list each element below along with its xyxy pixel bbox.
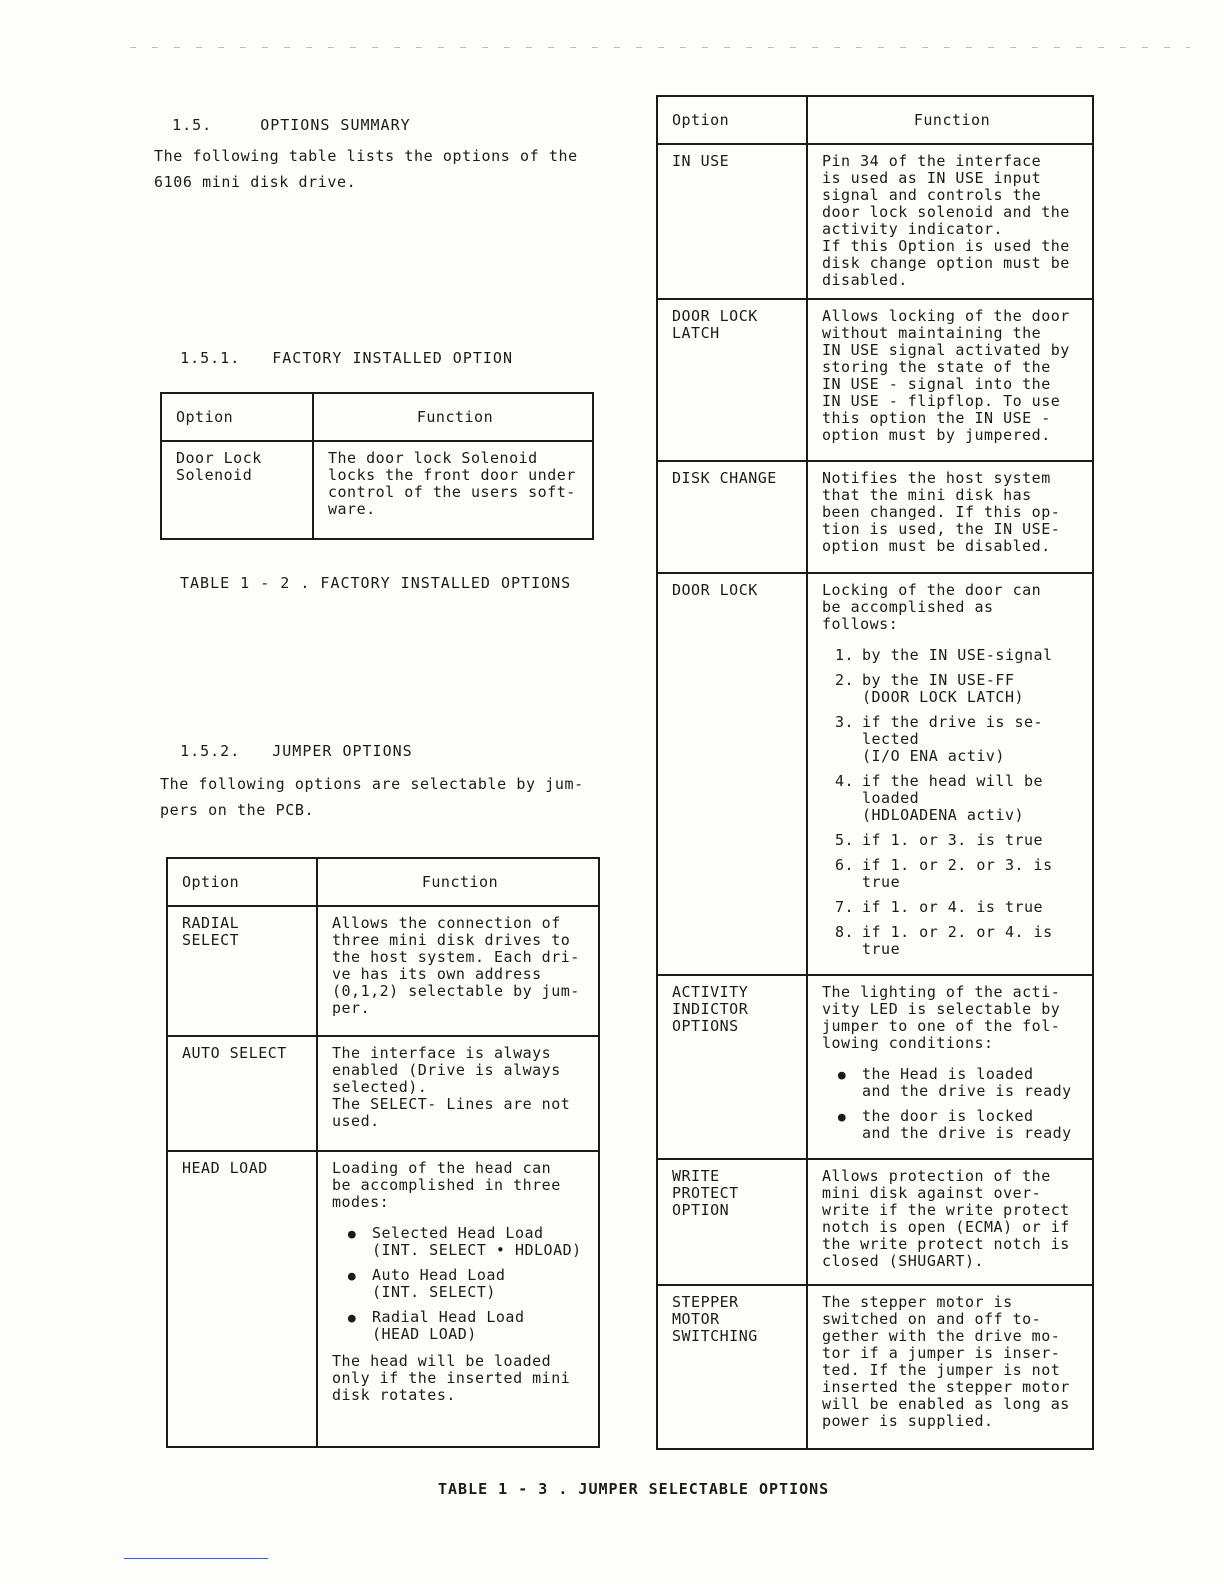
- table-row: [657, 975, 1093, 1159]
- factory-number: 1.5.1.: [180, 349, 241, 367]
- function-note: The head will be loaded only if the inserted mini disk rotates.: [332, 1352, 571, 1404]
- bullet-list: [332, 1225, 588, 1343]
- table-row: [167, 906, 599, 1036]
- jumper-options-table-left: [166, 857, 600, 1448]
- section-number: 1.5.: [172, 116, 213, 134]
- function-cell: The interface is always enabled (Drive is always selected). The SELECT- Lines are not used.: [317, 1036, 599, 1151]
- list-item: 1. by the IN USE-signal: [834, 646, 1053, 664]
- bullet-icon: ●: [347, 1227, 357, 1242]
- header-option: Option: [161, 393, 313, 441]
- jumper-options-table-right: [656, 95, 1094, 1450]
- list-item: 2. by the IN USE-FF (DOOR LOCK LATCH): [834, 671, 1025, 706]
- factory-options-table: [160, 392, 594, 540]
- option-cell: ACTIVITY INDICTOR OPTIONS: [657, 975, 807, 1159]
- bullet-icon: ●: [347, 1269, 357, 1284]
- function-cell: Allows protection of the mini disk against over- write if the write protect notch is open (ECMA) or if the write protect notch is closed (SHUGART).: [807, 1159, 1093, 1285]
- option-cell: RADIAL SELECT: [167, 906, 317, 1036]
- list-item: ● Selected Head Load (INT. SELECT • HDLOAD): [332, 1225, 588, 1259]
- jumper-title: JUMPER OPTIONS: [272, 742, 413, 760]
- scan-artifact-top: [130, 47, 1190, 48]
- function-cell: Allows locking of the door without maintaining the IN USE signal activated by storing the state of the IN USE - signal into the IN USE - flipflop. To use this option the IN USE - option must by jumpered.: [807, 299, 1093, 461]
- bullet-icon: ●: [837, 1068, 847, 1083]
- list-item: ● the door is locked and the drive is ready: [822, 1108, 1082, 1142]
- function-cell: The stepper motor is switched on and off to- gether with the drive mo- tor if a jumper is inser- ted. If the jumper is not inserted the stepper motor will be enabled as long as power is supplied.: [807, 1285, 1093, 1449]
- function-cell: [317, 1151, 599, 1447]
- bullet-icon: ●: [837, 1110, 847, 1125]
- section-title: OPTIONS SUMMARY: [260, 116, 411, 134]
- jumper-table-caption: TABLE 1 - 3 . JUMPER SELECTABLE OPTIONS: [438, 1480, 830, 1498]
- option-cell: IN USE: [657, 144, 807, 299]
- list-item: 7. if 1. or 4. is true: [834, 898, 1044, 916]
- function-cell: [807, 975, 1093, 1159]
- list-item: 4. if the head will be loaded (HDLOADENA activ): [834, 772, 1044, 824]
- list-item: 5. if 1. or 3. is true: [834, 831, 1044, 849]
- list-item: ● the Head is loaded and the drive is ready: [822, 1066, 1082, 1100]
- header-option: Option: [167, 858, 317, 906]
- option-cell: WRITE PROTECT OPTION: [657, 1159, 807, 1285]
- function-cell: Pin 34 of the interface is used as IN USE input signal and controls the door lock solenoid and the activity indicator. If this Option is used the disk change option must be disabled.: [807, 144, 1093, 299]
- intro-paragraph: The following table lists the options of the 6106 mini disk drive.: [154, 147, 578, 191]
- table-row: [657, 1285, 1093, 1449]
- table-row: [657, 461, 1093, 573]
- list-item: 6. if 1. or 2. or 3. is true: [834, 856, 1053, 891]
- jumper-intro: The following options are selectable by jum- pers on the PCB.: [160, 775, 584, 819]
- factory-title: FACTORY INSTALLED OPTION: [272, 349, 513, 367]
- header-option: Option: [657, 96, 807, 144]
- jumper-number: 1.5.2.: [180, 742, 241, 760]
- list-item: ● Auto Head Load (INT. SELECT): [332, 1267, 588, 1301]
- function-intro: The lighting of the acti- vity LED is selectable by jumper to one of the fol- lowing conditions:: [822, 983, 1061, 1052]
- option-cell: DOOR LOCK: [657, 573, 807, 975]
- factory-table-caption: TABLE 1 - 2 . FACTORY INSTALLED OPTIONS: [180, 574, 572, 592]
- header-function: Function: [317, 858, 599, 906]
- function-intro: Locking of the door can be accomplished as follows:: [822, 581, 1042, 633]
- bullet-list: [822, 1066, 1082, 1142]
- table-row: [657, 144, 1093, 299]
- option-cell: HEAD LOAD: [167, 1151, 317, 1447]
- table-row: [657, 573, 1093, 975]
- option-cell: DISK CHANGE: [657, 461, 807, 573]
- function-intro: Loading of the head can be accomplished in three modes:: [332, 1159, 561, 1211]
- factory-heading: [160, 331, 513, 367]
- table-row: [161, 441, 593, 539]
- list-item: ● Radial Head Load (HEAD LOAD): [332, 1309, 588, 1343]
- table-row: [167, 1036, 599, 1151]
- function-cell: [807, 573, 1093, 975]
- table-row: [657, 1159, 1093, 1285]
- table-row: [167, 1151, 599, 1447]
- table-header-row: [161, 393, 593, 441]
- table-row: [657, 299, 1093, 461]
- jumper-heading: [160, 724, 413, 760]
- table-header-row: [657, 96, 1093, 144]
- option-cell: STEPPER MOTOR SWITCHING: [657, 1285, 807, 1449]
- header-function: Function: [313, 393, 593, 441]
- table-header-row: [167, 858, 599, 906]
- option-cell: Door Lock Solenoid: [161, 441, 313, 539]
- scan-artifact-bottom-link: [124, 1558, 268, 1559]
- header-function: Function: [807, 96, 1093, 144]
- function-cell: Allows the connection of three mini disk drives to the host system. Each dri- ve has its own address (0,1,2) selectable by jum- per.: [317, 906, 599, 1036]
- list-item: 8. if 1. or 2. or 4. is true: [834, 923, 1053, 958]
- option-cell: AUTO SELECT: [167, 1036, 317, 1151]
- function-cell: Notifies the host system that the mini disk has been changed. If this op- tion is used, the IN USE- option must be disabled.: [807, 461, 1093, 573]
- function-cell: The door lock Solenoid locks the front door under control of the users soft- ware.: [313, 441, 593, 539]
- bullet-icon: ●: [347, 1311, 357, 1326]
- numbered-list: [822, 647, 1082, 958]
- option-cell: DOOR LOCK LATCH: [657, 299, 807, 461]
- section-heading: [152, 98, 411, 134]
- list-item: 3. if the drive is se- lected (I/O ENA activ): [834, 713, 1044, 765]
